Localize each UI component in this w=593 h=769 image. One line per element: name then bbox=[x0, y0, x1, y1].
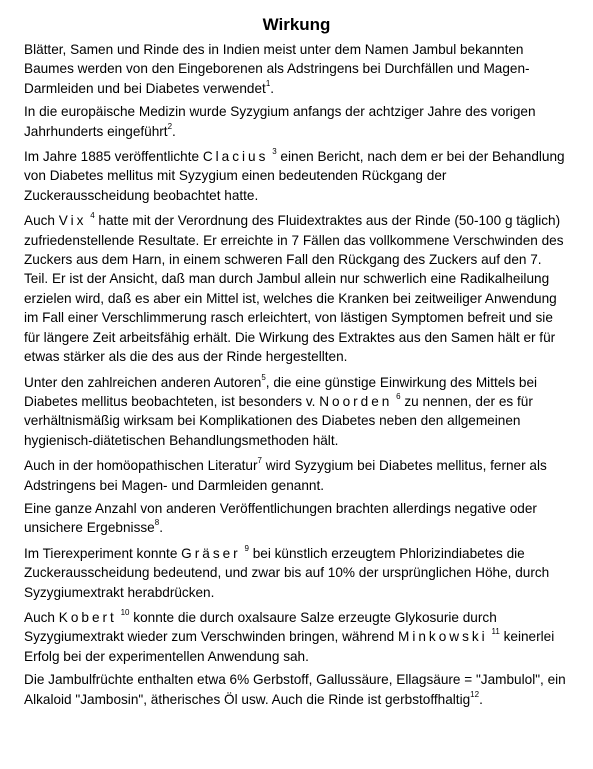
paragraph-2 bbox=[24, 102, 569, 141]
author-name-vix: Vix bbox=[58, 213, 87, 229]
paragraph-text: bei künstlich erzeugtem Phlorizindiabetes die Zuckerausscheidung bedeutend, und zwar bis auf 10% der ursprünglichen Höhe, durch Syzygiumextrakt herabdrücken. bbox=[24, 545, 550, 600]
author-name-graeser: Gräser bbox=[181, 545, 241, 561]
paragraph-text: In die europäische Medizin wurde Syzygium anfangs der achtziger Jahre des vorigen Jahrhunderts eingeführt bbox=[24, 104, 536, 139]
footnote-ref-8: 8 bbox=[154, 518, 160, 528]
author-name-noorden: Noorden bbox=[319, 393, 393, 409]
paragraph-text: . bbox=[159, 520, 163, 536]
paragraph-3 bbox=[24, 147, 569, 205]
author-name-clacius: Clacius bbox=[202, 149, 269, 165]
paragraph-10 bbox=[24, 670, 569, 709]
footnote-ref-1: 1 bbox=[265, 78, 271, 88]
paragraph-text: hatte mit der Verordnung des Fluidextraktes aus der Rinde (50-100 g täglich) zufriedenstellende Resultate. Er erreichte in 7 Fällen das vollkommene Verschwinden des Zuckers aus dem Harn, in einem schweren Fall den Rückgang des Zuckers auf den 7. Teil. Er ist der Ansicht, daß man durch Jambul allein nur schwerlich eine Radikalheilung erzielen wird, daß es aber ein Mittel ist, welches die Kranken bei zeitweiliger Anwendung im Fall einer Verschlimmerung rasch erleichtert, von lästigen Symptomen befreit und sie für längere Zeit arbeitsfähig erhält. Die Wirkung des Extraktes aus den Samen hält er für etwas stärker als die des aus der Rinde hergestellten. bbox=[24, 213, 564, 365]
paragraph-text: Auch bbox=[24, 609, 59, 625]
paragraph-text: Auch in der homöopathischen Literatur bbox=[24, 458, 258, 474]
footnote-ref-10: 10 bbox=[120, 607, 130, 617]
paragraph-5 bbox=[24, 373, 569, 451]
author-name-minkowski: Minkowski bbox=[398, 629, 488, 645]
footnote-ref-3: 3 bbox=[272, 147, 277, 157]
paragraph-6 bbox=[24, 456, 569, 495]
footnote-ref-9: 9 bbox=[244, 543, 249, 553]
paragraph-text: Unter den zahlreichen anderen Autoren bbox=[24, 374, 262, 390]
footnote-ref-12: 12 bbox=[470, 689, 480, 699]
footnote-ref-2: 2 bbox=[167, 121, 173, 131]
paragraph-text: keinerlei Erfolg bei der experimentellen Anwendung sah. bbox=[24, 629, 555, 664]
paragraph-text: , die eine günstige Einwirkung des Mittels bei Diabetes mellitus beobachteten, ist besonders v. bbox=[24, 374, 538, 409]
paragraph-7 bbox=[24, 499, 569, 538]
paragraph-text: Im Tierexperiment konnte bbox=[24, 545, 182, 561]
paragraph-text: . bbox=[479, 691, 483, 707]
paragraph-text: Im Jahre 1885 veröffentlichte bbox=[24, 149, 203, 165]
paragraph-text: . bbox=[172, 123, 176, 139]
paragraph-9 bbox=[24, 608, 569, 666]
footnote-ref-6: 6 bbox=[396, 391, 401, 401]
footnote-ref-11: 11 bbox=[491, 627, 500, 637]
paragraph-text: zu nennen, der es für verhältnismäßig wirksam bei Komplikationen des Diabetes neben den allgemeinen hygienisch-diätetischen Behandlungsmethoden hält. bbox=[24, 393, 533, 448]
footnote-ref-4: 4 bbox=[90, 211, 95, 221]
paragraph-text: Auch bbox=[24, 213, 59, 229]
author-name-kobert: Kobert bbox=[58, 609, 117, 625]
paragraph-text: Blätter, Samen und Rinde des in Indien meist unter dem Namen Jambul bekannten Baumes werden von den Eingeborenen als Adstringens bei Durchfällen und Magen-Darmleiden und bei Diabetes verwendet bbox=[24, 42, 530, 96]
paragraph-4 bbox=[24, 211, 569, 366]
section-title: Wirkung bbox=[262, 15, 331, 34]
paragraph-8 bbox=[24, 544, 569, 602]
footnote-ref-5: 5 bbox=[261, 372, 266, 382]
paragraph-text: konnte die durch oxalsaure Salze erzeugte Glykosurie durch Syzygiumextrakt wieder zum Verschwinden bringen, während bbox=[24, 609, 497, 645]
paragraph-text: wird Syzygium bei Diabetes mellitus, ferner als Adstringens bei Magen- und Darmleiden genannt. bbox=[24, 458, 547, 493]
paragraph-1 bbox=[24, 40, 569, 98]
paragraph-text: einen Bericht, nach dem er bei der Behandlung von Diabetes mellitus mit Syzygium einen bedeutenden Rückgang der Zuckerausscheidung beobachtet hatte. bbox=[24, 149, 565, 203]
paragraph-text: . bbox=[270, 80, 275, 96]
paragraph-text: Die Jambulfrüchte enthalten etwa 6% Gerbstoff, Gallussäure, Ellagsäure = "Jambulol", ein Alkaloid "Jambosin", ätherisches Öl usw. Auch die Rinde ist gerbstoffhaltig bbox=[24, 672, 566, 707]
paragraph-text: Eine ganze Anzahl von anderen Veröffentlichungen brachten allerdings negative oder unsichere Ergebnisse bbox=[24, 500, 537, 536]
footnote-ref-7: 7 bbox=[257, 456, 262, 466]
